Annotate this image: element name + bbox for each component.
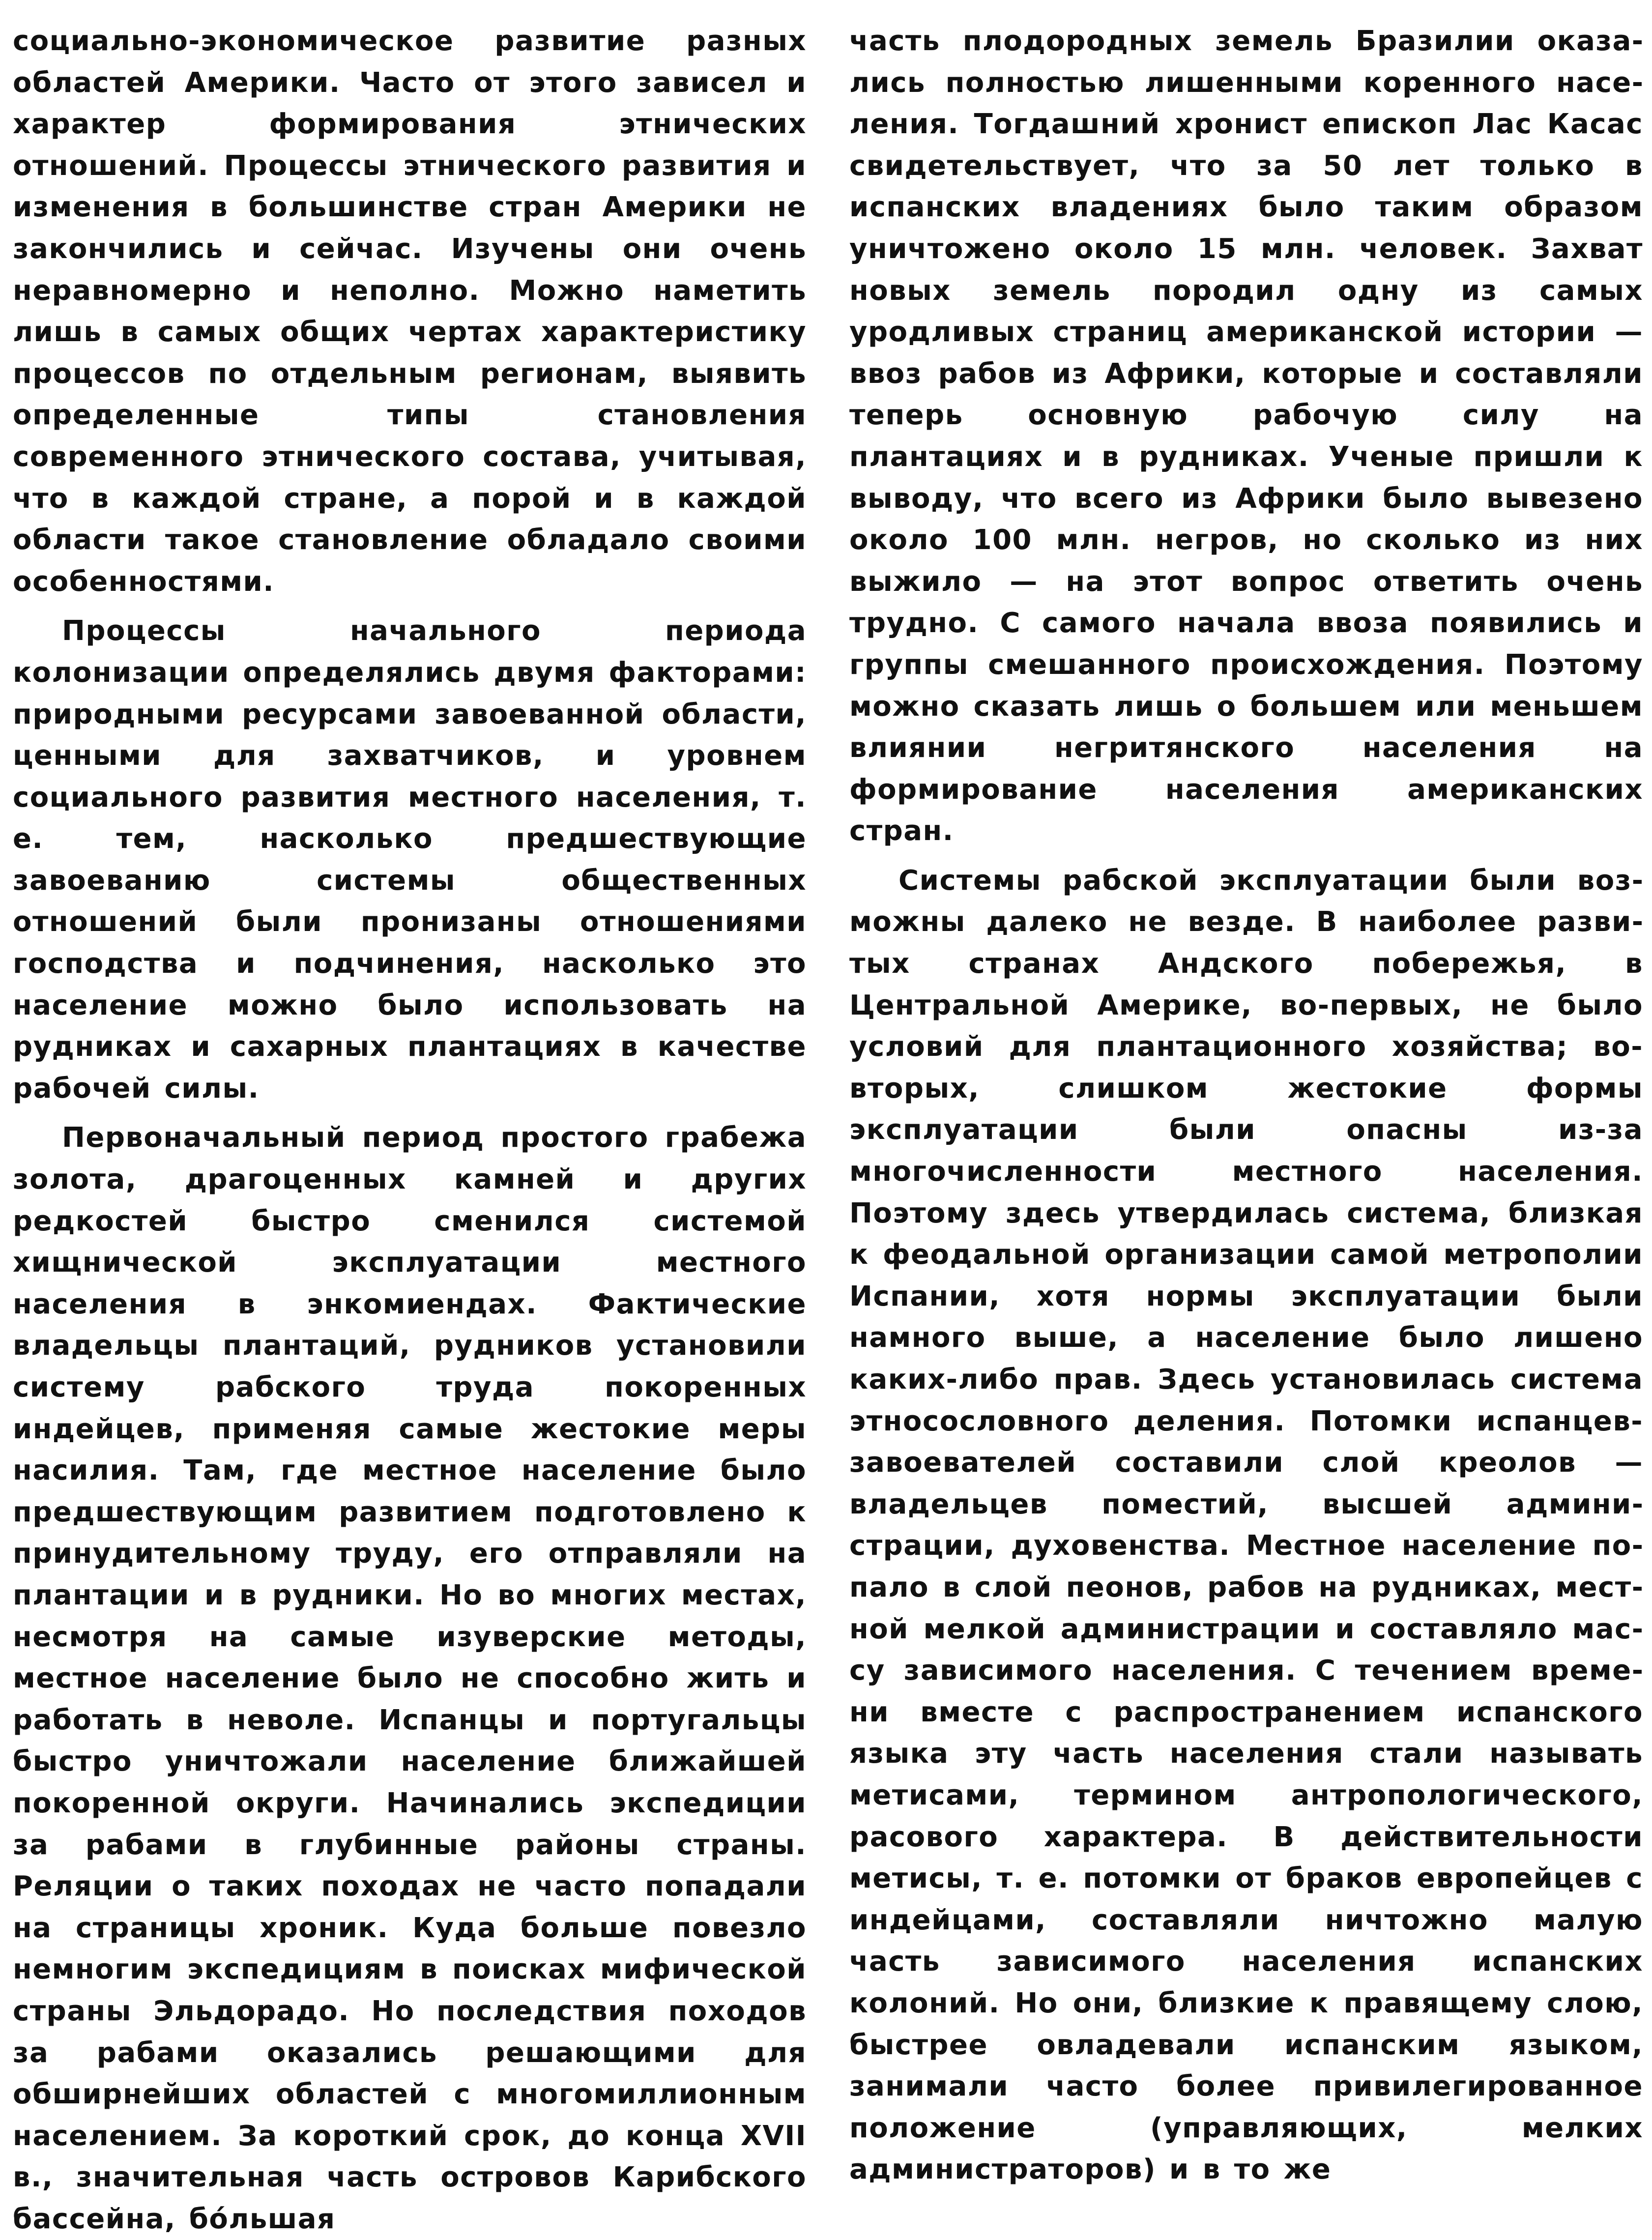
paragraph: социально-экономическое развитие разных областей Америки. Часто от этого зависел и характер формирования этнических отношений. Процессы этнического развития и изменения в большинстве стран Америки не закончились и сейчас. Изучены они очень неравномерно и неполно. Можно наметить лишь в самых общих чертах характеристику процессов по отдельным регионам, выявить определенные типы становления современного этнического состава, учитывая, что в каждой стране, а порой и в каждой области такое становление обладало своими особенностями.	[13, 25, 807, 598]
paragraph: Первоначальный период простого грабежа золота, драгоценных камней и других редкостей быстро сменился системой хищнической эксплуатации местного населения в энкомиендах. Фактические владельцы плантаций, рудников установили систему рабского труда покоренных индейцев, применяя самые жестокие меры насилия. Там, где местное население было предшествующим развитием подготовлено к принудительному труду, его отправляли на плантации и в рудники. Но во многих местах, несмотря на самые изуверские методы, местное население было не способно жить и работать в неволе. Испанцы и португальцы быстро уничтожали население ближайшей покоренной округи. Начинались экспедиции за рабами в глубинные районы страны. Реляции о таких походах не часто попадали на страницы хроник. Куда больше повезло немногим экспедициям в поисках мифической страны Эльдорадо. Но последствия походов за рабами оказались решающими для обширнейших областей с многомиллионным населением. За короткий срок, до конца XVII в., значительная часть островов Карибского бассейна, бóльшая	[13, 1122, 807, 2235]
paragraph: часть плодородных земель Бразилии оказались полностью лишенными коренного населения. Тогдашний хронист епископ Лас Касас свидетельствует, что за 50 лет только в испанских владениях было таким образом уничтожено около 15 млн. человек. Захват новых земель породил одну из самых уродливых страниц американской истории — ввоз рабов из Африки, которые и составляли теперь основную рабочую силу на плантациях и в рудниках. Ученые пришли к выводу, что всего из Африки было вывезено около 100 млн. негров, но сколько из них выжило — на этот вопрос ответить очень трудно. С самого начала ввоза появились и группы смешанного происхождения. Поэтому можно сказать лишь о большем или меньшем влиянии негритянского населения на формирование населения американских стран.	[849, 25, 1643, 847]
paragraph: Процессы начального периода колонизации определялись двумя факторами: природными ресурсами завоеванной области, ценными для захватчиков, и уровнем социального развития местного населения, т. е. тем, насколько предшествующие завоеванию системы общественных отношений были пронизаны отношениями господства и подчинения, насколько это население можно было использовать на рудниках и сахарных плантациях в качестве рабочей силы.	[13, 615, 807, 1105]
right-text-column	[849, 21, 1643, 2191]
paragraph: Системы рабской эксплуатации были возможны далеко не везде. В наиболее развитых странах Андского побережья, в Центральной Америке, во-первых, не было условий для плантационного хозяйства; во-вторых, слишком жестокие формы эксплуатации были опасны из-за многочисленности местного населения. Поэтому здесь утвердилась система, близкая к феодальной организации самой метрополии Испании, хотя нормы эксплуатации были намного выше, а население было лишено каких-либо прав. Здесь установилась система этносословного деления. Потомки испанцев-завоевателей составили слой креолов — владельцев поместий, высшей администрации, духовенства. Местное население попало в слой пеонов, рабов на рудниках, местной мелкой администрации и составляло массу зависимого населения. С течением времени вместе с распространением испанского языка эту часть населения стали называть метисами, термином антропологического, расового характера. В действительности метисы, т. е. потомки от браков европейцев с индейцами, составляли ничтожно малую часть зависимого населения испанских колоний. Но они, близкие к правящему слою, быстрее овладевали испанским языком, занимали часто более привилегированное положение (управляющих, мелких администраторов) и в то же	[849, 864, 1643, 2186]
left-text-column	[13, 21, 807, 2240]
